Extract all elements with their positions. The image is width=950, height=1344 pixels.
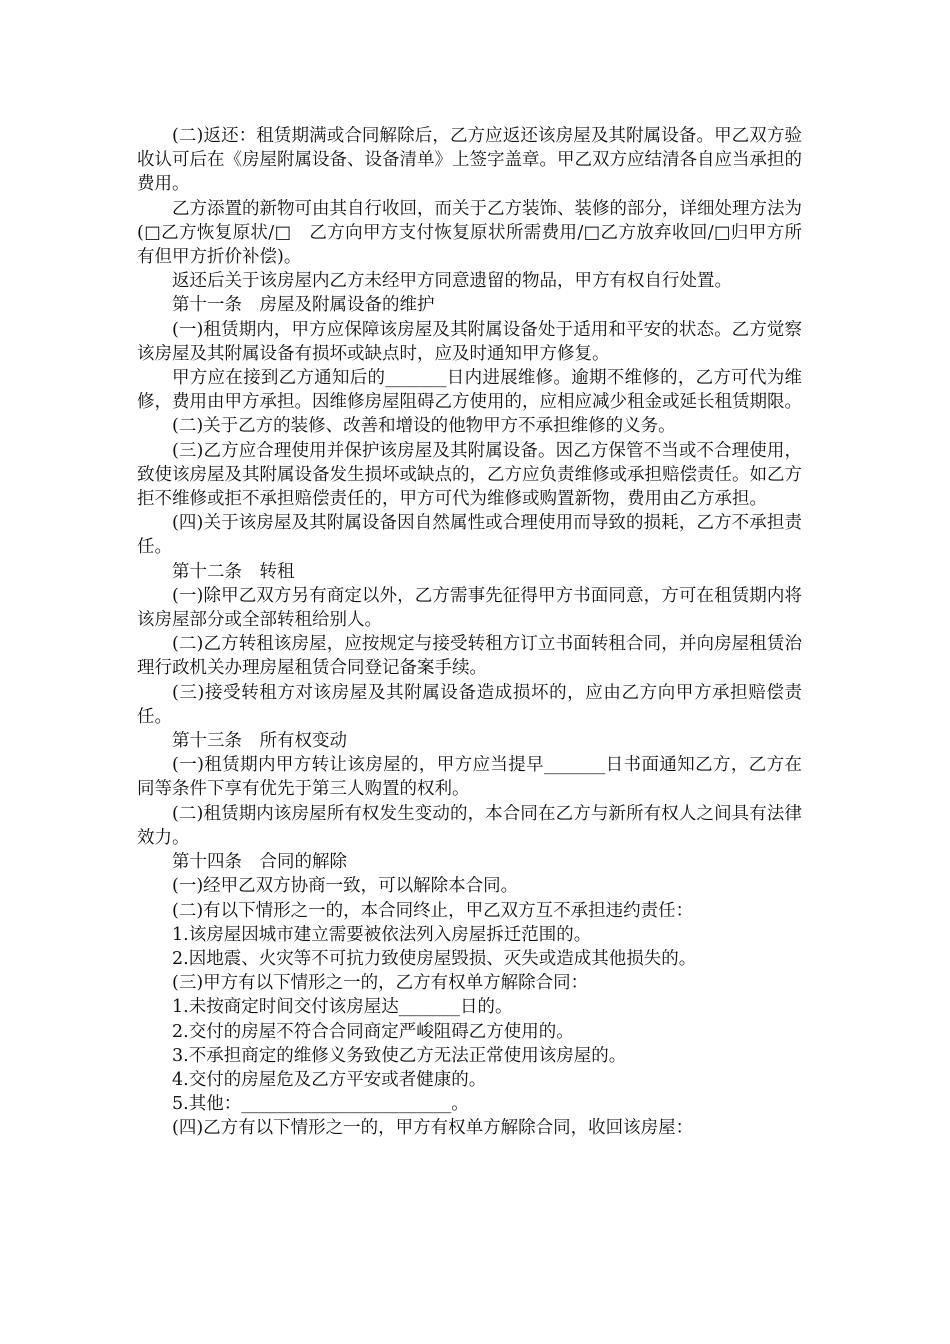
article-12-heading: 第十二条 转租 xyxy=(172,561,295,582)
paragraph-14-1: (一)经甲乙双方协商一致，可以解除本合同。 xyxy=(172,876,519,897)
paragraph-11-4: (四)关于该房屋及其附属设备因自然属性或合理使用而导致的损耗，乙方不承担责任。 xyxy=(137,513,802,558)
list-item: 2.因地震、火灾等不可抗力致使房屋毁损、灭失或造成其他损失的。 xyxy=(172,948,697,969)
document-page xyxy=(137,124,802,1141)
paragraph-12-2: (二)乙方转租该房屋，应按规定与接受转租方订立书面转租合同，并向房屋租赁治理行政机关办理房屋租赁合同登记备案手续。 xyxy=(137,634,802,679)
paragraph-11-2: (二)关于乙方的装修、改善和增设的他物甲方不承担维修的义务。 xyxy=(172,416,676,437)
list-item: 3.不承担商定的维修义务致使乙方无法正常使用该房屋的。 xyxy=(172,1045,627,1066)
paragraph-11-3: (三)乙方应合理使用并保护该房屋及其附属设备。因乙方保管不当或不合理使用，致使该房屋及其附属设备发生损坏或缺点的，乙方应负责维修或承担赔偿责任。如乙方拒不维修或拒不承担赔偿责任的，甲方可代为维修或购置新物，费用由乙方承担。 xyxy=(137,440,802,510)
paragraph-12-3: (三)接受转租方对该房屋及其附属设备造成损坏的，应由乙方向甲方承担赔偿责任。 xyxy=(137,682,802,727)
list-item: 2.交付的房屋不符合合同商定严峻阻碍乙方使用的。 xyxy=(172,1021,574,1042)
paragraph-14-4: (四)乙方有以下情形之一的，甲方有权单方解除合同，收回该房屋： xyxy=(172,1118,694,1139)
list-item: 4.交付的房屋危及乙方平安或者健康的。 xyxy=(172,1069,487,1090)
list-item: 1.该房屋因城市建立需要被依法列入房屋拆迁范围的。 xyxy=(172,924,592,945)
list-item: 5.其他：________________________。 xyxy=(172,1094,469,1115)
article-13-heading: 第十三条 所有权变动 xyxy=(172,731,347,752)
paragraph-14-3: (三)甲方有以下情形之一的，乙方有权单方解除合同： xyxy=(172,973,589,994)
paragraph-11-1: (一)租赁期内，甲方应保障该房屋及其附属设备处于适用和平安的状态。乙方觉察该房屋及其附属设备有损坏或缺点时，应及时通知甲方修复。 xyxy=(137,319,802,364)
paragraph-11-repair-days: 甲方应在接到乙方通知后的_______日内进展维修。逾期不维修的，乙方可代为维修，费用由甲方承担。因维修房屋阻碍乙方使用的，应相应减少租金或延长租赁期限。 xyxy=(137,368,802,413)
paragraph-left-items: 返还后关于该房屋内乙方未经甲方同意遗留的物品，甲方有权自行处置。 xyxy=(172,271,732,292)
article-11-heading: 第十一条 房屋及附属设备的维护 xyxy=(172,295,435,316)
paragraph-12-1: (一)除甲乙双方另有商定以外，乙方需事先征得甲方书面同意，方可在租赁期内将该房屋部分或全部转租给别人。 xyxy=(137,585,802,631)
paragraph-return: (二)返还：租赁期满或合同解除后，乙方应返还该房屋及其附属设备。甲乙双方验收认可后在《房屋附属设备、设备清单》上签字盖章。甲乙双方应结清各自应当承担的费用。 xyxy=(137,126,802,195)
article-14-heading: 第十四条 合同的解除 xyxy=(172,852,347,873)
paragraph-13-1: (一)租赁期内甲方转让该房屋的，甲方应当提早_______日书面通知乙方，乙方在同等条件下享有优先于第三人购置的权利。 xyxy=(137,755,802,800)
paragraph-added-items: 乙方添置的新物可由其自行收回，而关于乙方装饰、装修的部分，详细处理方法为(□乙方恢复原状/□ 乙方向甲方支付恢复原状所需费用/□乙方放弃收回/□归甲方所有但甲方折价补偿)。 xyxy=(137,198,802,268)
list-item: 1.未按商定时间交付该房屋达_______日的。 xyxy=(172,997,513,1018)
paragraph-13-2: (二)租赁期内该房屋所有权发生变动的，本合同在乙方与新所有权人之间具有法律效力。 xyxy=(137,803,802,848)
paragraph-14-2: (二)有以下情形之一的，本合同终止，甲乙双方互不承担违约责任： xyxy=(172,900,694,921)
